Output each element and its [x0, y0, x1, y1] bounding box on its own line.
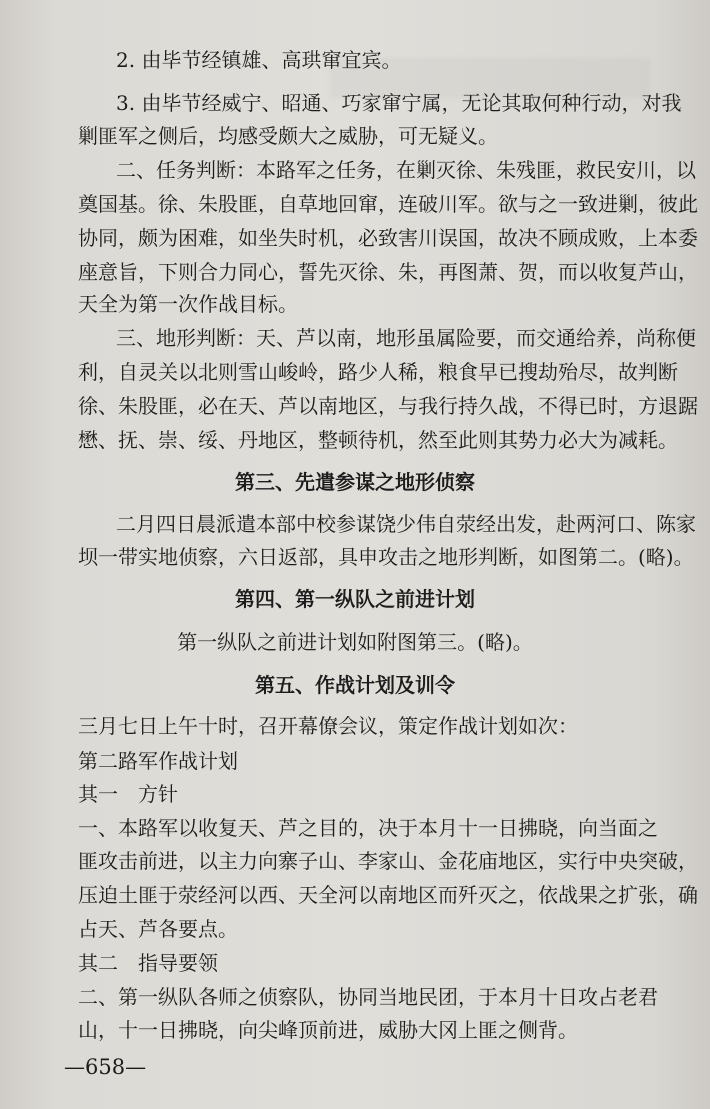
- text-line: 3. 由毕节经威宁、昭通、巧家窜宁属，无论其取何种行动，对我: [116, 91, 682, 115]
- text-line: 第一纵队之前进计划如附图第三。(略)。: [177, 629, 533, 654]
- text-line: 匪攻击前进，以主力向寨子山、李家山、金花庙地区，实行中央突破，: [78, 849, 698, 874]
- section-heading: 第五、作战计划及训令: [255, 672, 455, 697]
- text-line: 二、第一纵队各师之侦察队，协同当地民团，于本月十日攻占老君: [78, 984, 658, 1009]
- text-line: 2. 由毕节经镇雄、高珙窜宜宾。: [116, 48, 402, 72]
- text-line: 徐、朱股匪，必在天、芦以南地区，与我行持久战，不得已时，方退踞: [78, 394, 698, 419]
- text-line: 压迫土匪于荥经河以西、天全河以南地区而歼灭之，依战果之扩张，确: [78, 883, 698, 908]
- text-line: 其一 方针: [78, 782, 178, 806]
- text-line: 三、地形判断：天、芦以南，地形虽属险要，而交通给养，尚称便: [116, 326, 696, 351]
- text-line: 利，自灵关以北则雪山峻岭，路少人稀，粮食早已搜劫殆尽，故判断: [78, 360, 678, 385]
- text-line: 山，十一日拂晓，向尖峰顶前进，威胁大冈上匪之侧背。: [78, 1018, 578, 1042]
- text-line: 三月七日上午十时，召开幕僚会议，策定作战计划如次：: [78, 713, 578, 738]
- text-line: 其二 指导要领: [78, 950, 218, 975]
- text-line: 二、任务判断：本路军之任务，在剿灭徐、朱残匪，救民安川，以: [116, 158, 696, 183]
- text-line: 二月四日晨派遣本部中校参谋饶少伟自荥经出发，赴两河口、陈家: [116, 511, 696, 536]
- section-heading: 第三、先遣参谋之地形侦察: [235, 469, 475, 494]
- text-line: 第二路军作战计划: [78, 748, 238, 773]
- text-line: 占天、芦各要点。: [78, 916, 238, 941]
- text-line: 剿匪军之侧后，均感受颇大之威胁，可无疑义。: [78, 124, 498, 149]
- text-line: 坝一带实地侦察，六日返部，具申攻击之地形判断，如图第二。(略)。: [78, 545, 694, 570]
- text-line: 座意旨，下则合力同心，誓先灭徐、朱，再图萧、贺，而以收复芦山，: [78, 259, 698, 284]
- text-line: 一、本路军以收复天、芦之目的，决于本月十一日拂晓，向当面之: [78, 816, 658, 841]
- page-number: —658—: [64, 1055, 147, 1079]
- text-line: 天全为第一次作战目标。: [78, 292, 298, 317]
- text-line: 懋、抚、崇、绥、丹地区，整顿待机，然至此则其势力必大为减耗。: [78, 427, 678, 452]
- text-line: 协同，颇为困难，如坐失时机，必致害川误国，故决不顾成败，上本委: [78, 225, 698, 250]
- section-heading: 第四、第一纵队之前进计划: [235, 587, 475, 612]
- text-line: 奠国基。徐、朱股匪，自草地回窜，连破川军。欲与之一致进剿，彼此: [78, 191, 698, 216]
